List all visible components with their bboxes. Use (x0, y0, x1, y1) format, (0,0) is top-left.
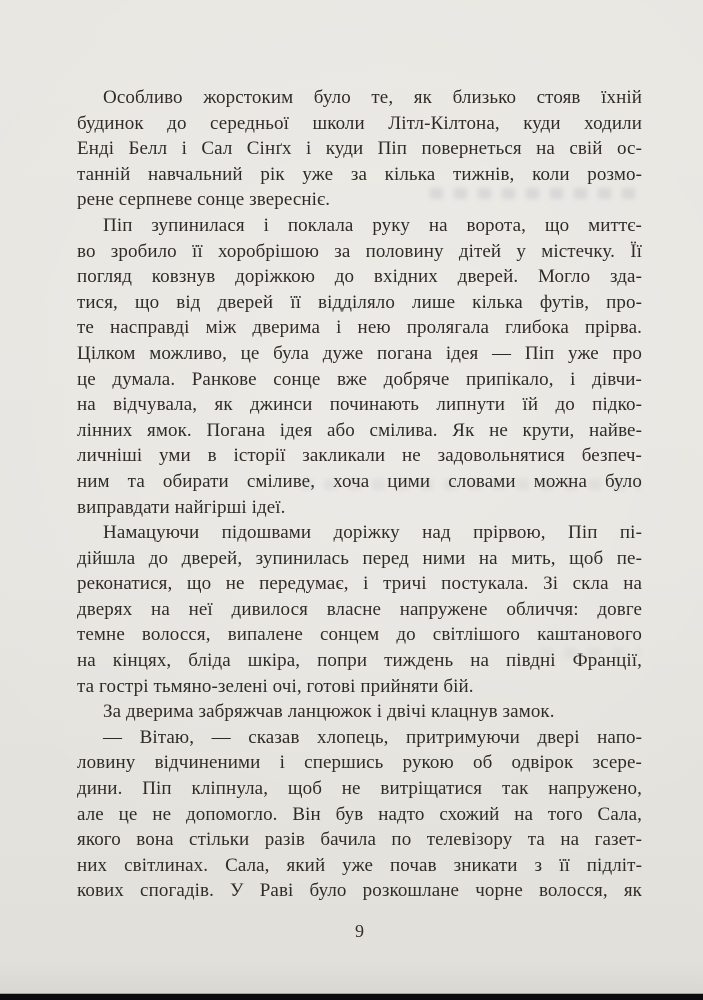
text-line: них світлинах. Сала, який уже почав зникати з її підліт- (77, 854, 642, 876)
text-line: кових спогадів. У Раві було розкошлане чорне волосся, як (77, 880, 642, 902)
text-line: те насправді між дверима і нею пролягала глибока прірва. (77, 317, 642, 339)
text-line: на відчувала, як джинси починають липнути їй до підко- (77, 394, 642, 416)
text-line: За дверима забряжчав ланцюжок і двічі клацнув замок. (103, 701, 555, 723)
text-line: Цілком можливо, це була дуже погана ідея — Піп уже про (77, 342, 642, 364)
text-line: Намацуючи підошвами доріжку над прірвою, Піп пі- (103, 522, 642, 544)
text-line: ловину відчиненими і спершись рукою об одвірок зсере- (77, 752, 642, 774)
text-line: виправдати найгірші ідеї. (77, 496, 286, 518)
scan-bottom-edge (0, 993, 703, 1000)
text-line: во зробило її хоробрішою за половину дітей у містечку. Її (77, 240, 642, 262)
text-line: Енді Белл і Сал Сінґх і куди Піп повернеться на свій ос- (77, 138, 642, 160)
text-line: погляд ковзнув доріжкою до вхідних дверей. Могло зда- (77, 266, 642, 288)
text-line: реконатися, що не передумає, і тричі постукала. Зі скла на (77, 573, 642, 595)
text-line: дверях на неї дивилося власне напружене обличчя: довге (77, 598, 642, 620)
text-line: лінних ямок. Погана ідея або смілива. Як не крути, найве- (77, 419, 642, 441)
text-line: дини. Піп кліпнула, щоб не витріщатися так напружено, (77, 778, 642, 800)
text-line: якого вона стільки разів бачила по телевізору та на газет- (77, 829, 642, 851)
text-line: дійшла до дверей, зупинилась перед ними на мить, щоб пе- (77, 547, 642, 569)
text-line: але це не допомогло. Він був надто схожий на того Сала, (77, 803, 642, 825)
text-line: ним та обирати сміливе, хоча цими словами можна було (77, 470, 642, 492)
text-line: танній навчальний рік уже за кілька тижнів, коли розмо- (77, 163, 642, 185)
paragraph (77, 699, 642, 725)
text-line: Особливо жорстоким було те, як близько стояв їхній (103, 87, 642, 108)
body-text (77, 85, 642, 904)
paragraph (77, 520, 642, 699)
text-line: будинок до середньої школи Літл-Кілтона, куди ходили (77, 112, 642, 134)
text-line: на кінцях, бліда шкіра, попри тиждень на півдні Франції, (77, 650, 642, 672)
paragraph (77, 725, 642, 904)
text-line: це думала. Ранкове сонце вже добряче припікало, і дівчи- (77, 368, 642, 390)
page-number: 9 (355, 921, 364, 941)
paragraph (77, 213, 642, 520)
text-line: — Вітаю, — сказав хлопець, притримуючи двері напо- (103, 726, 642, 748)
text-line: тися, що від дверей її відділяло лише кілька футів, про- (77, 291, 642, 313)
text-line: темне волосся, випалене сонцем до світлішого каштанового (77, 624, 642, 646)
text-line: Піп зупинилася і поклала руку на ворота, що миттє- (103, 214, 642, 236)
text-line: рене серпневе сонце звересніє. (77, 189, 331, 211)
text-line: та гострі тьмяно-зелені очі, готові прийняти бій. (77, 675, 474, 697)
text-line: личніші уми в історії закликали не задовольнятися безпеч- (77, 445, 642, 467)
paragraph (77, 85, 642, 213)
